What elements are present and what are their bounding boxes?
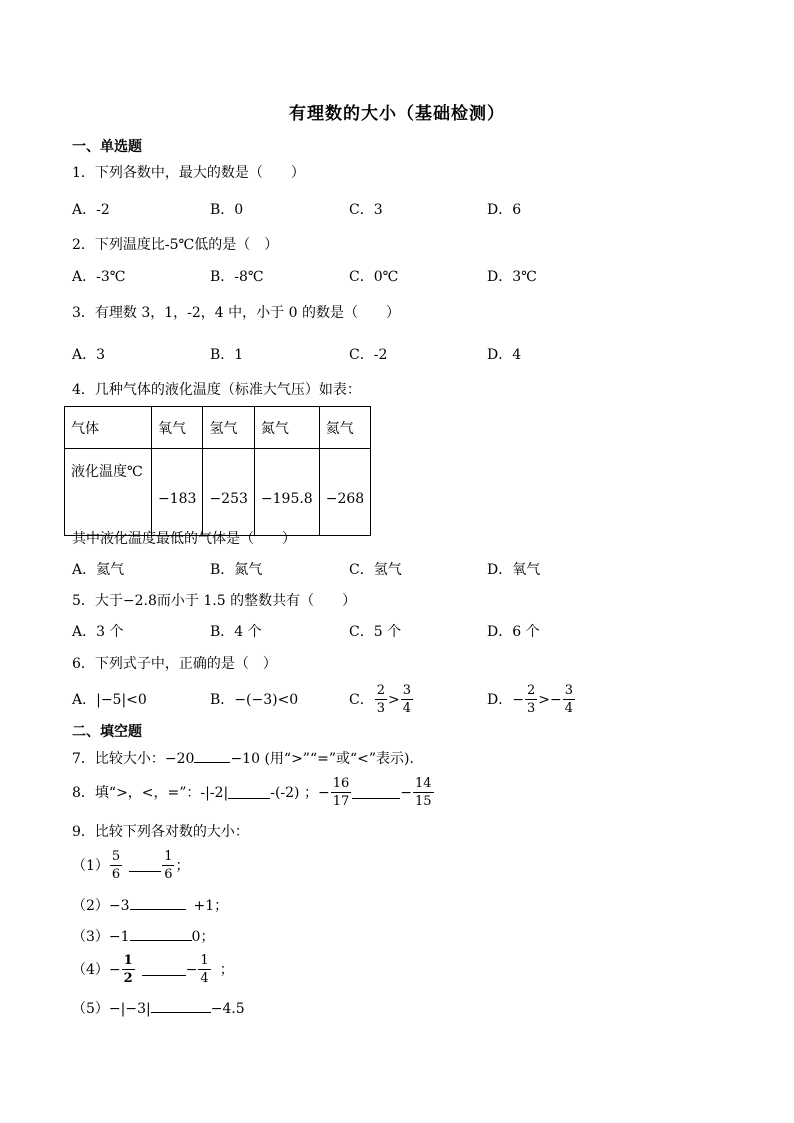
q2-option-d: D．3℃ — [487, 269, 537, 285]
q9-5-text-pre: （5）−|−3| — [72, 1001, 151, 1017]
q9-3-text-pre: （3）−1 — [72, 929, 130, 945]
q6-c-left-fraction — [375, 683, 387, 716]
q9-subquestion-4 — [72, 953, 234, 986]
q8-fraction-2 — [413, 776, 434, 809]
denominator: 4 — [200, 971, 209, 986]
q7-text-pre: 7．比较大小：−20 — [72, 751, 195, 767]
q5-option-c: C．5 个 — [349, 624, 402, 640]
table-row-label: 液化温度℃ — [65, 449, 152, 536]
q6-option-c — [349, 683, 414, 716]
q9-1-fraction-1 — [110, 849, 122, 882]
q3-option-a: A．3 — [72, 347, 106, 363]
q6-c-right-fraction — [401, 683, 413, 716]
q3-option-b: B．1 — [210, 347, 244, 363]
q2-option-a: A．-3℃ — [72, 269, 126, 285]
q5-option-d: D．6 个 — [487, 624, 540, 640]
table-header-cell: 气体 — [65, 407, 152, 449]
numerator: 1 — [164, 849, 173, 864]
q9-subquestion-3 — [72, 928, 214, 945]
q8-answer-blank-2[interactable] — [352, 786, 400, 799]
denominator: 4 — [402, 701, 412, 716]
gas-liquefaction-table — [64, 406, 371, 536]
q1-option-d: D．6 — [487, 202, 522, 218]
numerator: 5 — [111, 849, 121, 864]
question-3-stem: 3．有理数 3，1，-2，4 中，小于 0 的数是（ ） — [72, 305, 400, 321]
q9-2-answer-blank[interactable] — [130, 897, 186, 910]
q8-minus-sign: − — [400, 784, 412, 801]
question-4-stem: 4．几种气体的液化温度（标准大气压）如表： — [72, 382, 361, 398]
question-1-stem: 1．下列各数中，最大的数是（ ） — [72, 165, 305, 181]
q6-d-label: D．− — [487, 691, 524, 708]
denominator: 6 — [164, 867, 173, 882]
denominator: 15 — [414, 794, 432, 809]
q3-option-c: C．-2 — [349, 347, 388, 363]
q9-4-minus-sign: − — [185, 961, 198, 978]
section-heading-single-choice: 一、单选题 — [72, 139, 142, 155]
q9-2-text-pre: （2）−3 — [72, 898, 130, 914]
table-header-cell: 氦气 — [319, 407, 370, 449]
question-2-stem: 2．下列温度比-5℃低的是（ ） — [72, 237, 279, 253]
q9-5-answer-blank[interactable] — [151, 1000, 211, 1013]
table-cell: −253 — [203, 449, 254, 536]
q3-option-d: D．4 — [487, 347, 522, 363]
q9-4-fraction-1 — [122, 953, 135, 986]
q6-c-label: C． — [349, 691, 374, 708]
numerator: 16 — [332, 776, 350, 791]
table-header-cell: 氢气 — [203, 407, 254, 449]
numerator: 2 — [376, 683, 385, 698]
table-row — [65, 407, 371, 449]
q4-option-d: D．氧气 — [487, 562, 541, 578]
question-4-prompt: 其中液化温度最低的气体是（ ） — [72, 531, 296, 547]
q1-option-c: C．3 — [349, 202, 383, 218]
q6-c-operator: > — [388, 691, 400, 708]
q4-option-c: C．氢气 — [349, 562, 402, 578]
q9-1-answer-blank[interactable] — [129, 859, 161, 872]
q6-option-a: A．|−5|<0 — [72, 692, 147, 708]
table-cell: −195.8 — [254, 449, 319, 536]
q5-option-b: B．4 个 — [210, 624, 262, 640]
q5-option-a: A．3 个 — [72, 624, 124, 640]
q6-d-left-fraction — [525, 683, 537, 716]
q9-1-end: ； — [175, 857, 190, 874]
q1-option-a: A．-2 — [72, 202, 110, 218]
table-header-cell: 氧气 — [152, 407, 203, 449]
question-7 — [72, 750, 414, 767]
denominator: 6 — [111, 867, 121, 882]
question-5-stem: 5．大于−2.8而小于 1.5 的整数共有（ ） — [72, 593, 357, 609]
denominator: 4 — [564, 701, 573, 716]
q8-fraction-1 — [331, 776, 352, 809]
table-cell: −268 — [319, 449, 370, 536]
q9-4-end: ； — [219, 961, 234, 978]
q9-subquestion-1 — [72, 849, 189, 882]
table-row — [65, 449, 371, 536]
numerator: 1 — [200, 953, 209, 968]
q8-text-pre: 8．填“>，<，=”：-|-2| — [72, 784, 229, 801]
question-8 — [72, 776, 435, 809]
q8-answer-blank-1[interactable] — [228, 786, 270, 799]
q9-3-text-post: 0； — [191, 929, 215, 945]
numerator: 3 — [402, 683, 412, 698]
q9-5-text-post: −4.5 — [210, 1001, 245, 1017]
numerator: 2 — [526, 683, 536, 698]
q9-subquestion-5 — [72, 1000, 245, 1017]
q9-3-answer-blank[interactable] — [130, 928, 192, 941]
q7-answer-blank[interactable] — [194, 750, 230, 763]
q7-text-post: −10 (用“>”“=”或“<”表示). — [230, 751, 414, 767]
page-title: 有理数的大小（基础检测） — [289, 104, 505, 124]
q6-d-operator: >− — [538, 691, 562, 708]
q6-d-right-fraction — [563, 683, 575, 716]
table-header-cell: 氮气 — [254, 407, 319, 449]
q6-option-d — [487, 683, 576, 716]
q2-option-c: C．0℃ — [349, 269, 399, 285]
denominator: 3 — [376, 701, 385, 716]
denominator: 17 — [332, 794, 350, 809]
table-cell: −183 — [152, 449, 203, 536]
numerator: 1 — [123, 953, 133, 968]
denominator: 2 — [123, 971, 133, 986]
numerator: 14 — [414, 776, 432, 791]
q9-1-fraction-2 — [162, 849, 174, 882]
denominator: 3 — [526, 701, 536, 716]
section-heading-fill-blank: 二、填空题 — [72, 724, 142, 740]
q1-option-b: B．0 — [210, 202, 244, 218]
q4-option-a: A．氦气 — [72, 562, 125, 578]
q9-2-text-post: +1； — [193, 898, 229, 914]
q9-4-answer-blank[interactable] — [142, 963, 186, 976]
question-6-stem: 6．下列式子中，正确的是（ ） — [72, 656, 277, 672]
q8-text-mid: -(-2) ；− — [270, 784, 330, 801]
question-9-stem: 9．比较下列各对数的大小： — [72, 824, 249, 840]
q9-4-fraction-2 — [198, 953, 210, 986]
q6-option-b: B．−(−3)<0 — [210, 692, 299, 708]
q9-1-label: （1） — [72, 857, 109, 874]
q4-option-b: B．氮气 — [210, 562, 263, 578]
numerator: 3 — [564, 683, 573, 698]
q9-subquestion-2 — [72, 897, 228, 914]
q2-option-b: B．-8℃ — [210, 269, 264, 285]
q9-4-label: （4）− — [72, 961, 121, 978]
